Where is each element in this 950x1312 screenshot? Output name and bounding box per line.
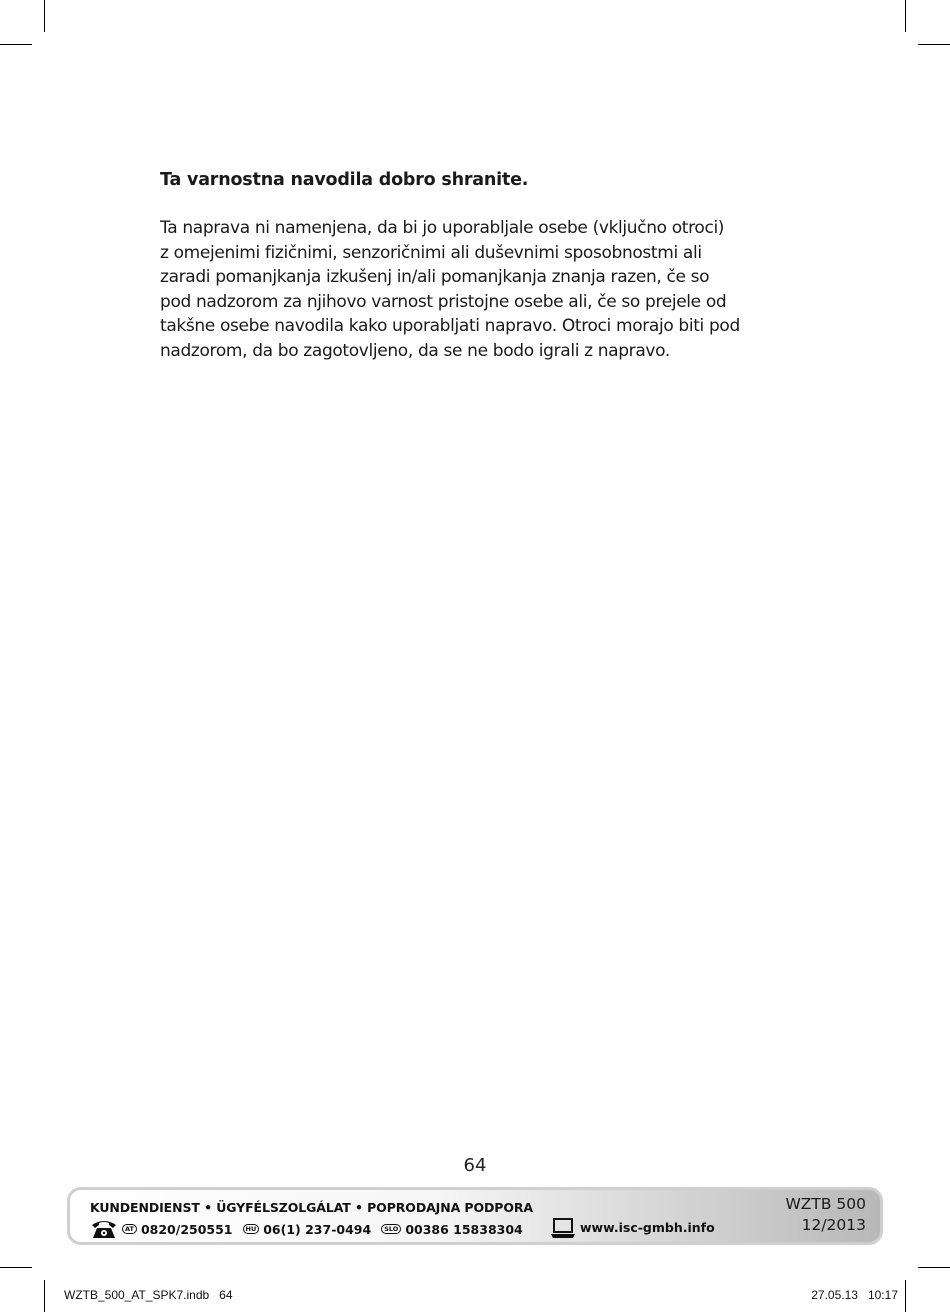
paragraph-line: nadzorom, da bo zagotovljeno, da se ne bodo igrali z napravo. <box>160 340 670 361</box>
country-badge-hu: HU <box>243 1224 260 1234</box>
safety-paragraph <box>160 216 790 364</box>
crop-mark-top-right-h <box>918 44 950 45</box>
crop-mark-bottom-left-h <box>0 1267 32 1268</box>
crop-mark-top-right-v <box>905 0 906 32</box>
laptop-icon <box>550 1217 576 1239</box>
crop-mark-bottom-right-v <box>905 1280 906 1312</box>
website-link[interactable]: www.isc-gmbh.info <box>580 1220 715 1235</box>
phone-number-at: 0820/250551 <box>140 1221 233 1237</box>
paragraph-line: zaradi pomanjkanja izkušenj in/ali pomanjkanja znanja razen, če so <box>160 267 710 288</box>
document-body <box>160 168 790 364</box>
crop-mark-top-left-v <box>44 0 45 32</box>
safety-heading: Ta varnostna navodila dobro shranite. <box>160 170 529 190</box>
paragraph-line: takšne osebe navodila kako uporabljati napravo. Otroci morajo biti pod <box>160 316 740 337</box>
phone-number-hu: 06(1) 237-0494 <box>263 1221 372 1237</box>
country-badge-slo: SLO <box>381 1224 401 1234</box>
paragraph-line: Ta naprava ni namenjena, da bi jo uporabljale osebe (vključno otroci) <box>160 218 725 238</box>
crop-mark-top-left-h <box>0 44 32 45</box>
phone-number-slo: 00386 15838304 <box>405 1221 523 1237</box>
telephone-icon <box>90 1218 118 1240</box>
country-badge-at: AT <box>122 1224 137 1234</box>
phone-row <box>90 1218 533 1240</box>
model-name: WZTB 500 <box>785 1195 866 1213</box>
paragraph-line: pod nadzorom za njihovo varnost pristojne osebe ali, če so prejele od <box>160 291 727 312</box>
crop-mark-bottom-left-v <box>44 1280 45 1312</box>
print-slug-file: WZTB_500_AT_SPK7.indb 64 <box>64 1288 233 1302</box>
model-date: 12/2013 <box>801 1216 866 1234</box>
print-slug-timestamp: 27.05.13 10:17 <box>811 1288 898 1302</box>
service-title: KUNDENDIENST • ÜGYFÉLSZOLGÁLAT • POPRODAJNA PODPORA <box>90 1200 533 1215</box>
paragraph-line: z omejenimi fizičnimi, senzoričnimi ali duševnimi sposobnostmi ali <box>160 242 702 263</box>
crop-mark-bottom-right-h <box>918 1267 950 1268</box>
model-info <box>785 1194 866 1236</box>
service-footer <box>67 1187 883 1245</box>
page-number: 64 <box>463 1155 487 1176</box>
